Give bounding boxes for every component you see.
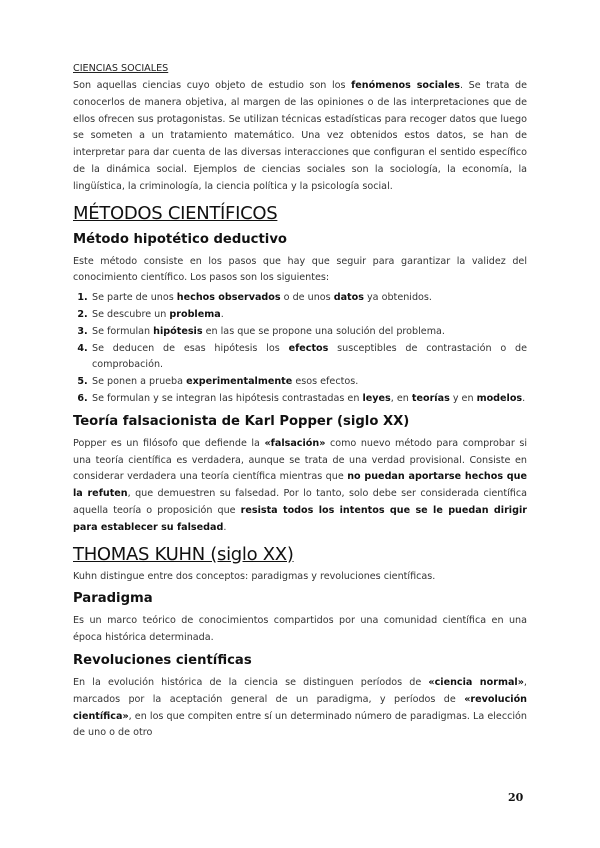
section-heading-ciencias-sociales: CIENCIAS SOCIALES [73, 63, 169, 74]
title-metodos-cientificos: MÉTODOS CIENTÍFICOS [73, 202, 278, 224]
paragraph-ciencias-sociales: Son aquellas ciencias cuyo objeto de estudio son los fenómenos sociales. Se trata de conocerlos de manera objetiva, al margen de las opiniones o de las interpretaciones que de ellos ofrecen sus protagonistas. Se utilizan técnicas estadísticas para recoger datos que luego se someten a un tratamiento matemático. Una vez obtenidos estos datos, se han de interpretar para dar cuenta de las diversas interacciones que configuran el sentido específico de la dinámica social. Ejemplos de ciencias sociales son la sociología, la economía, la lingüística, la criminología, la ciencia política y la psicología social. [73, 80, 527, 192]
page-number: 20 [508, 791, 524, 804]
list-item: 2. Se descubre un problema. [91, 307, 527, 324]
list-item: 5. Se ponen a prueba experimentalmente esos efectos. [91, 374, 527, 391]
list-item: 1. Se parte de unos hechos observados o de unos datos ya obtenidos. [91, 290, 527, 307]
paragraph-paradigma: Es un marco teórico de conocimientos compartidos por una comunidad científica en una época histórica determinada. [73, 615, 527, 644]
list-item: 3. Se formulan hipótesis en las que se propone una solución del problema. [91, 324, 527, 341]
list-item: 4. Se deducen de esas hipótesis los efectos susceptibles de contrastación o de comprobación. [91, 341, 527, 375]
title-thomas-kuhn: THOMAS KUHN (siglo XX) [73, 543, 294, 565]
heading-paradigma: Paradigma [73, 591, 153, 607]
paragraph-kuhn-intro: Kuhn distingue entre dos conceptos: paradigmas y revoluciones científicas. [73, 570, 436, 582]
paragraph-hipotetico-intro: Este método consiste en los pasos que hay que seguir para garantizar la validez del conocimiento científico. Los pasos son los siguientes: [73, 255, 527, 284]
heading-metodo-hipotetico: Método hipotético deductivo [73, 231, 287, 247]
page-content [73, 56, 527, 742]
list-item: 6. Se formulan y se integran las hipótesis contrastadas en leyes, en teorías y en modelos. [91, 391, 527, 408]
steps-list [73, 290, 527, 408]
paragraph-popper: Popper es un filósofo que defiende la «falsación» como nuevo método para comprobar si una teoría científica es verdadera, aunque se trata de una verdad provisional. Consiste en considerar verdadera una teoría científica mientras que no puedan aportarse hechos que la refuten, que demuestren su falsedad. Por lo tanto, solo debe ser considerada científica aquella teoría o proposición que resista todos los intentos que se le puedan dirigir para establecer su falsedad. [73, 437, 527, 533]
heading-revoluciones: Revoluciones científicas [73, 652, 252, 668]
paragraph-revoluciones: En la evolución histórica de la ciencia se distinguen períodos de «ciencia normal», marcados por la aceptación general de un paradigma, y períodos de «revolución científica», en los que compiten entre sí un determinado número de paradigmas. La elección de uno o de otro [73, 676, 527, 739]
heading-popper: Teoría falsacionista de Karl Popper (siglo XX) [73, 413, 410, 429]
